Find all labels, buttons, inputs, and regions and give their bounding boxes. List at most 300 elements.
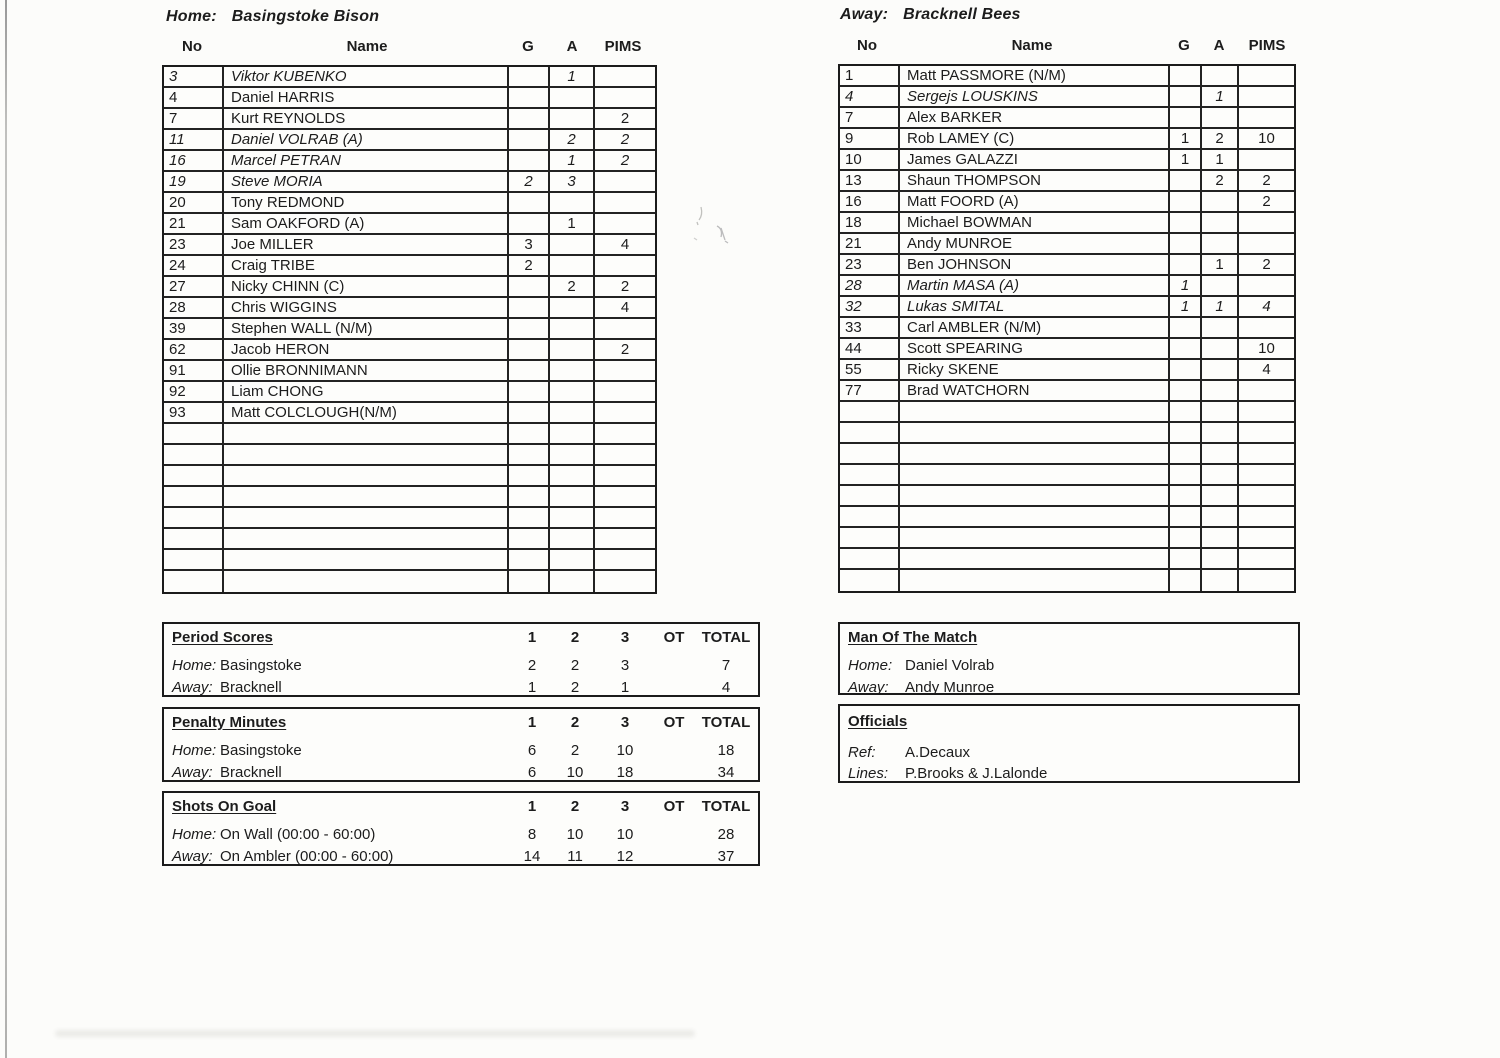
cell-a [1202, 507, 1239, 526]
cell-pims [1239, 234, 1294, 253]
cell-a [550, 88, 595, 107]
cell-a [550, 340, 595, 359]
home-col-header-g: G [522, 38, 534, 55]
cell-name: Martin MASA (A) [900, 276, 1170, 295]
cell-g: 3 [509, 235, 550, 254]
cell-g [1170, 360, 1202, 379]
cell-a [550, 319, 595, 338]
cell-name: Sergejs LOUSKINS [900, 87, 1170, 106]
cell-g [509, 214, 550, 233]
statbox-col-header: 3 [620, 798, 630, 815]
cell-g [1170, 444, 1202, 463]
cell-no: 27 [164, 277, 224, 296]
cell-g [509, 403, 550, 422]
statbox-row-value: 2 [570, 742, 580, 759]
cell-pims [1239, 276, 1294, 295]
cell-name: Jacob HERON [224, 340, 509, 359]
man-of-the-match-title: Man Of The Match [848, 629, 978, 646]
cell-g [1170, 423, 1202, 442]
cell-a [550, 403, 595, 422]
cell-no: 1 [840, 66, 900, 85]
officials-lines-prefix: Lines: [848, 765, 889, 782]
cell-name: Brad WATCHORN [900, 381, 1170, 400]
cell-pims: 2 [620, 131, 630, 148]
statbox-row-value: 10 [616, 826, 634, 843]
cell-no: 16 [164, 151, 224, 170]
cell-no [840, 423, 900, 442]
cell-g [509, 487, 550, 506]
cell-no: 13 [840, 171, 900, 190]
scan-artifact-bottom-smudge [55, 1030, 695, 1037]
statbox-title: Penalty Minutes [172, 714, 287, 731]
cell-pims: 4 [1262, 361, 1271, 378]
cell-pims: 4 [620, 236, 630, 253]
cell-name: Michael BOWMAN [900, 213, 1170, 232]
away-label: Away: [840, 6, 889, 23]
away-col-header-a: A [1213, 37, 1225, 54]
home-col-header-a: A [566, 38, 578, 55]
cell-name: Sam OAKFORD (A) [224, 214, 509, 233]
officials-title: Officials [848, 713, 908, 730]
cell-no: 19 [164, 172, 224, 191]
cell-g [509, 445, 550, 464]
roster-row-empty [164, 466, 655, 487]
statbox-title: Shots On Goal [172, 798, 277, 815]
cell-a [550, 256, 595, 275]
statbox-row-value: 1 [527, 679, 537, 696]
cell-a [1202, 276, 1239, 295]
statbox-row-value: 37 [717, 848, 735, 865]
cell-a: 2 [1202, 129, 1239, 148]
home-col-header-pims: PIMS [604, 38, 642, 55]
statbox-row-value: 2 [527, 657, 537, 674]
cell-name [900, 402, 1170, 421]
roster-row-empty [840, 465, 1294, 486]
cell-no: 32 [840, 297, 900, 316]
roster-row-empty [840, 486, 1294, 507]
cell-name [224, 445, 509, 464]
roster-row [840, 255, 1294, 276]
cell-a [1202, 66, 1239, 85]
roster-row-empty [164, 529, 655, 550]
cell-a [1202, 549, 1239, 568]
cell-name: Ben JOHNSON [900, 255, 1170, 274]
cell-pims [595, 256, 655, 275]
roster-row-empty [840, 549, 1294, 570]
roster-row [164, 340, 655, 361]
roster-row [840, 108, 1294, 129]
cell-no: 10 [840, 150, 900, 169]
statbox-col-header: OT [663, 714, 685, 731]
cell-name [224, 487, 509, 506]
cell-name [900, 570, 1170, 591]
cell-g [1170, 549, 1202, 568]
statbox-row-value: 18 [616, 764, 634, 781]
cell-a: 1 [1202, 297, 1239, 316]
cell-no: 7 [164, 109, 224, 128]
roster-row [840, 339, 1294, 360]
statbox-row-value: 8 [527, 826, 537, 843]
cell-pims [595, 382, 655, 401]
roster-row-empty [164, 550, 655, 571]
cell-pims [1239, 444, 1294, 463]
home-label: Home: [166, 8, 217, 25]
roster-row-empty [840, 402, 1294, 423]
cell-no: 44 [840, 339, 900, 358]
cell-pims: 2 [1262, 193, 1271, 210]
cell-no: 18 [840, 213, 900, 232]
cell-g [509, 571, 550, 592]
cell-a [550, 298, 595, 317]
away-roster-table [838, 64, 1296, 593]
cell-no: 4 [164, 88, 224, 107]
cell-name [224, 550, 509, 569]
statbox-row-value: 3 [620, 657, 630, 674]
cell-pims [1239, 549, 1294, 568]
cell-pims [1239, 465, 1294, 484]
cell-a [550, 109, 595, 128]
cell-a: 1 [550, 151, 595, 170]
cell-g [1170, 66, 1202, 85]
statbox-col-header: 3 [620, 714, 630, 731]
roster-row [840, 297, 1294, 318]
cell-pims [1239, 66, 1294, 85]
cell-no: 28 [840, 276, 900, 295]
cell-no [840, 465, 900, 484]
roster-row [164, 361, 655, 382]
cell-g [509, 151, 550, 170]
cell-g: 1 [1170, 150, 1202, 169]
cell-pims: 10 [1258, 340, 1275, 357]
cell-a: 2 [550, 277, 595, 296]
cell-no: 23 [840, 255, 900, 274]
statbox-row-label: On Ambler (00:00 - 60:00) [220, 848, 394, 865]
roster-row [840, 192, 1294, 213]
scan-artifact-left-edge [5, 0, 7, 1058]
cell-name [224, 424, 509, 443]
roster-row [840, 213, 1294, 234]
cell-g [1170, 234, 1202, 253]
cell-no [840, 570, 900, 591]
cell-no: 3 [164, 67, 224, 86]
cell-a [550, 193, 595, 212]
cell-name: Steve MORIA [224, 172, 509, 191]
period-scores-box [162, 622, 760, 697]
cell-g [1170, 381, 1202, 400]
cell-g: 1 [1170, 276, 1202, 295]
cell-a [550, 487, 595, 506]
cell-name: Ricky SKENE [900, 360, 1170, 379]
statbox-row-value: 1 [620, 679, 630, 696]
cell-no [840, 507, 900, 526]
cell-g [509, 109, 550, 128]
cell-name: Matt COLCLOUGH(N/M) [224, 403, 509, 422]
cell-name: Daniel VOLRAB (A) [224, 130, 509, 149]
statbox-row-value: 6 [527, 742, 537, 759]
cell-pims [595, 445, 655, 464]
cell-a [550, 508, 595, 527]
home-team-name: Basingstoke Bison [231, 8, 380, 25]
shots-on-goal-box [162, 791, 760, 866]
cell-name [900, 486, 1170, 505]
cell-a [1202, 570, 1239, 591]
cell-pims [1239, 318, 1294, 337]
roster-row [164, 256, 655, 277]
roster-row [840, 276, 1294, 297]
roster-row-empty [840, 570, 1294, 591]
roster-row [164, 193, 655, 214]
roster-row [840, 129, 1294, 150]
statbox-row-prefix: Home: [172, 826, 217, 843]
cell-no: 16 [840, 192, 900, 211]
cell-pims [595, 571, 655, 592]
roster-row [164, 235, 655, 256]
motm-away-prefix: Away: [848, 679, 889, 696]
cell-pims [595, 529, 655, 548]
cell-g [509, 466, 550, 485]
cell-no [840, 402, 900, 421]
roster-row [840, 150, 1294, 171]
cell-g [1170, 108, 1202, 127]
cell-no: 39 [164, 319, 224, 338]
statbox-col-header: OT [663, 629, 685, 646]
cell-name: Marcel PETRAN [224, 151, 509, 170]
cell-no: 21 [164, 214, 224, 233]
cell-g [1170, 339, 1202, 358]
cell-name: Liam CHONG [224, 382, 509, 401]
cell-name [900, 444, 1170, 463]
cell-no [164, 466, 224, 485]
cell-a [1202, 192, 1239, 211]
roster-row [164, 172, 655, 193]
cell-g [509, 340, 550, 359]
statbox-row-value: 6 [527, 764, 537, 781]
cell-name: Chris WIGGINS [224, 298, 509, 317]
cell-no: 33 [840, 318, 900, 337]
cell-a [550, 529, 595, 548]
roster-row [164, 130, 655, 151]
roster-row-empty [164, 487, 655, 508]
man-of-the-match-box [838, 622, 1300, 695]
roster-row [164, 214, 655, 235]
cell-name: Scott SPEARING [900, 339, 1170, 358]
cell-g [509, 88, 550, 107]
cell-pims [1239, 528, 1294, 547]
cell-a [550, 445, 595, 464]
cell-g [509, 193, 550, 212]
cell-name: Matt PASSMORE (N/M) [900, 66, 1170, 85]
cell-name: Lukas SMITAL [900, 297, 1170, 316]
cell-no [840, 528, 900, 547]
cell-g [509, 319, 550, 338]
cell-pims [595, 319, 655, 338]
cell-name: Daniel HARRIS [224, 88, 509, 107]
cell-a [1202, 381, 1239, 400]
cell-pims [1239, 87, 1294, 106]
statbox-col-header: 2 [570, 798, 580, 815]
cell-pims [595, 88, 655, 107]
roster-row [164, 109, 655, 130]
cell-pims [595, 550, 655, 569]
statbox-row-prefix: Away: [172, 764, 213, 781]
cell-name: Viktor KUBENKO [224, 67, 509, 86]
cell-name: Ollie BRONNIMANN [224, 361, 509, 380]
roster-row [840, 87, 1294, 108]
cell-g [1170, 486, 1202, 505]
cell-a: 3 [550, 172, 595, 191]
statbox-row-value: 10 [616, 742, 634, 759]
cell-g [1170, 255, 1202, 274]
cell-no [164, 424, 224, 443]
cell-name: Tony REDMOND [224, 193, 509, 212]
statbox-row-value: 34 [717, 764, 735, 781]
statbox-row-value: 10 [566, 826, 584, 843]
cell-g: 1 [1170, 129, 1202, 148]
cell-name: Joe MILLER [224, 235, 509, 254]
roster-row [164, 151, 655, 172]
cell-a [550, 466, 595, 485]
cell-name [224, 508, 509, 527]
cell-no: 7 [840, 108, 900, 127]
motm-home-value: Daniel Volrab [905, 657, 995, 674]
cell-g [1170, 465, 1202, 484]
scan-artifact-pencil-marks [686, 200, 746, 250]
cell-g [1170, 507, 1202, 526]
cell-name: Craig TRIBE [224, 256, 509, 275]
cell-pims [1239, 570, 1294, 591]
cell-pims: 2 [620, 152, 630, 169]
cell-no [164, 571, 224, 592]
roster-row-empty [164, 445, 655, 466]
cell-name: Rob LAMEY (C) [900, 129, 1170, 148]
cell-pims [595, 424, 655, 443]
away-col-header-g: G [1178, 37, 1190, 54]
statbox-row-label: Bracknell [220, 679, 282, 696]
roster-row [840, 381, 1294, 402]
cell-no: 20 [164, 193, 224, 212]
statbox-row-value: 7 [721, 657, 731, 674]
statbox-row-value: 2 [570, 657, 580, 674]
roster-row [840, 234, 1294, 255]
cell-a [550, 550, 595, 569]
cell-pims: 4 [1262, 298, 1271, 315]
officials-box [838, 704, 1300, 783]
cell-a: 1 [1202, 255, 1239, 274]
cell-a [1202, 339, 1239, 358]
cell-no [164, 508, 224, 527]
statbox-col-header: 3 [620, 629, 630, 646]
cell-a [1202, 360, 1239, 379]
cell-no: 92 [164, 382, 224, 401]
statbox-col-header: TOTAL [701, 714, 751, 731]
cell-no [164, 487, 224, 506]
roster-row-empty [840, 423, 1294, 444]
cell-g [509, 529, 550, 548]
statbox-row-label: Basingstoke [220, 742, 302, 759]
cell-pims [1239, 108, 1294, 127]
cell-pims [595, 172, 655, 191]
cell-a: 2 [1202, 171, 1239, 190]
statbox-row-label: Bracknell [220, 764, 282, 781]
cell-a [550, 571, 595, 592]
motm-away-value: Andy Munroe [905, 679, 995, 696]
statbox-col-header: TOTAL [701, 798, 751, 815]
cell-pims [1239, 381, 1294, 400]
cell-pims [1239, 507, 1294, 526]
cell-no: 91 [164, 361, 224, 380]
cell-name [900, 507, 1170, 526]
statbox-col-header: 1 [527, 798, 537, 815]
away-team-name: Bracknell Bees [903, 6, 1021, 23]
cell-a [550, 382, 595, 401]
statbox-row-value: 12 [616, 848, 634, 865]
cell-pims [595, 508, 655, 527]
cell-no: 21 [840, 234, 900, 253]
cell-no: 28 [164, 298, 224, 317]
statbox-row-value: 18 [717, 742, 735, 759]
cell-name [900, 549, 1170, 568]
home-col-header-name: Name [346, 38, 388, 55]
statbox-col-header: 1 [527, 714, 537, 731]
cell-a: 2 [550, 130, 595, 149]
cell-name: Carl AMBLER (N/M) [900, 318, 1170, 337]
cell-g [509, 550, 550, 569]
penalty-minutes-box [162, 707, 760, 782]
cell-name [224, 571, 509, 592]
cell-no: 93 [164, 403, 224, 422]
cell-no [164, 550, 224, 569]
cell-no [840, 444, 900, 463]
cell-no: 4 [840, 87, 900, 106]
cell-pims: 2 [620, 278, 630, 295]
cell-pims: 2 [620, 110, 630, 127]
roster-row [164, 382, 655, 403]
cell-name: Shaun THOMPSON [900, 171, 1170, 190]
cell-pims [1239, 213, 1294, 232]
cell-name: Stephen WALL (N/M) [224, 319, 509, 338]
cell-no: 24 [164, 256, 224, 275]
cell-g [1170, 318, 1202, 337]
cell-pims [595, 403, 655, 422]
cell-name [900, 465, 1170, 484]
cell-pims [1239, 402, 1294, 421]
statbox-row-prefix: Home: [172, 657, 217, 674]
cell-name: Andy MUNROE [900, 234, 1170, 253]
cell-name: James GALAZZI [900, 150, 1170, 169]
cell-name: Matt FOORD (A) [900, 192, 1170, 211]
cell-a [1202, 108, 1239, 127]
statbox-row-label: Basingstoke [220, 657, 302, 674]
roster-row [164, 277, 655, 298]
statbox-col-header: 2 [570, 714, 580, 731]
roster-row [840, 318, 1294, 339]
cell-a: 1 [550, 67, 595, 86]
roster-row [164, 67, 655, 88]
statbox-row-value: 4 [721, 679, 731, 696]
roster-row-empty [840, 507, 1294, 528]
cell-g [1170, 402, 1202, 421]
cell-g [509, 361, 550, 380]
cell-pims [595, 487, 655, 506]
cell-pims: 2 [1262, 172, 1271, 189]
statbox-row-label: On Wall (00:00 - 60:00) [220, 826, 376, 843]
cell-a [550, 361, 595, 380]
cell-no: 55 [840, 360, 900, 379]
cell-g [1170, 192, 1202, 211]
roster-row [164, 298, 655, 319]
cell-pims [595, 67, 655, 86]
cell-g: 2 [509, 256, 550, 275]
